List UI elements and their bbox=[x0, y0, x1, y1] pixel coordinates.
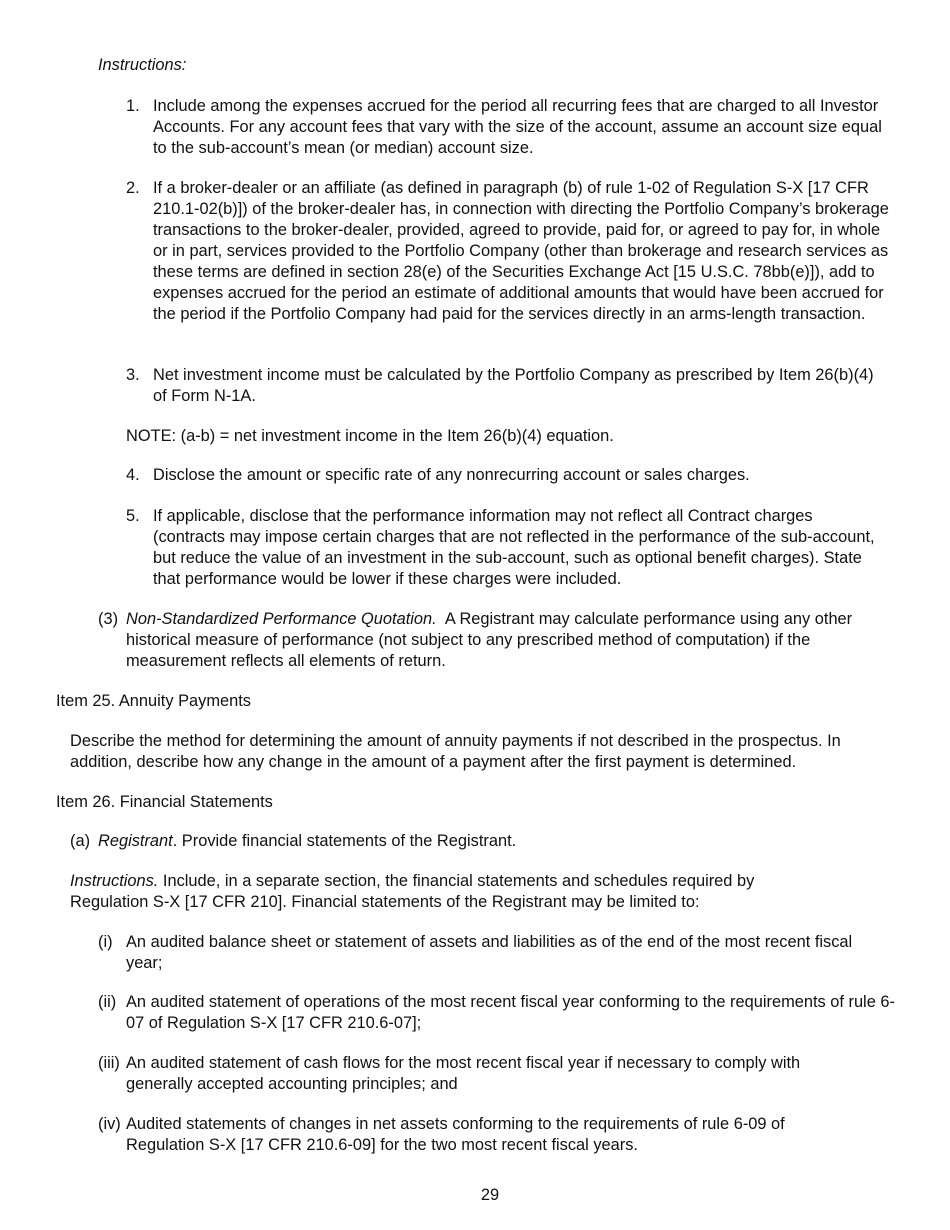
paragraph-number: (3) bbox=[98, 610, 119, 628]
paragraph-title: Non-Standardized Performance Quotation. bbox=[126, 610, 437, 628]
list-item-text: Net investment income must be calculated by the Portfolio Company as prescribed by Item 26(b)(4) of Form N-1A. bbox=[153, 366, 874, 405]
item-26-a-number: (a) bbox=[70, 832, 91, 850]
list-item-number: 5. bbox=[126, 507, 140, 525]
instructions-heading: Instructions: bbox=[98, 56, 187, 74]
item-26-instructions-title: Instructions. bbox=[70, 872, 159, 890]
item-26-instructions-text: Include, in a separate section, the financial statements and schedules required by Regulation S-X [17 CFR 210]. Financial statements of the Registrant may be limited to: bbox=[70, 872, 755, 911]
item-26-heading: Item 26. Financial Statements bbox=[56, 793, 273, 811]
sub-item-text: An audited statement of cash flows for the most recent fiscal year if necessary to comply with generally accepted accounting principles; and bbox=[126, 1054, 801, 1093]
page-number: 29 bbox=[480, 1186, 500, 1204]
sub-item-text: An audited balance sheet or statement of assets and liabilities as of the end of the most recent fiscal year; bbox=[126, 933, 853, 972]
item-26-a-title: Registrant bbox=[98, 832, 173, 850]
sub-item-text: An audited statement of operations of the most recent fiscal year conforming to the requirements of rule 6-07 of Regulation S-X [17 CFR 210.6-07]; bbox=[126, 993, 895, 1032]
paragraph-body bbox=[126, 609, 896, 672]
item-25-heading: Item 25. Annuity Payments bbox=[56, 692, 251, 710]
list-item-number: 3. bbox=[126, 366, 140, 384]
item-26-a-body bbox=[98, 831, 878, 852]
paragraph-text: A Registrant may calculate performance using any other historical measure of performance (not subject to any prescribed method of computation) if the measurement reflects all elements of return. bbox=[126, 610, 857, 670]
list-item-text: If applicable, disclose that the performance information may not reflect all Contract charges (contracts may impose certain charges that are not reflected in the performance of the sub-account, but reduce the value of an investment in the sub-account, such as optional benefit charges). State that performance would be lower if these charges were included. bbox=[153, 507, 875, 588]
item-26-a-text: . Provide financial statements of the Registrant. bbox=[172, 832, 517, 850]
sub-item-number: (iii) bbox=[98, 1054, 120, 1072]
list-item-text: If a broker-dealer or an affiliate (as defined in paragraph (b) of rule 1-02 of Regulation S-X [17 CFR 210.1-02(b)]) of the broker-dealer has, in connection with directing the Portfolio Company’s brokerage transactions to the broker-dealer, provided, agreed to provide, paid for, or agreed to pay for, in whole or in part, services provided to the Portfolio Company (other than brokerage and research services as these terms are defined in section 28(e) of the Securities Exchange Act [15 U.S.C. 78bb(e)]), add to expenses accrued for the period an estimate of additional amounts that would have been accrued for the period if the Portfolio Company had paid for the services directly in an arms-length transaction. bbox=[153, 179, 889, 323]
sub-item-number: (i) bbox=[98, 933, 113, 951]
note-text: NOTE: (a-b) = net investment income in the Item 26(b)(4) equation. bbox=[126, 427, 614, 445]
sub-item-number: (iv) bbox=[98, 1115, 121, 1133]
list-item-text: Include among the expenses accrued for the period all recurring fees that are charged to all Investor Accounts. For any account fees that vary with the size of the account, assume an account size equal to the sub-account’s mean (or median) account size. bbox=[153, 97, 882, 157]
sub-item-text: Audited statements of changes in net assets conforming to the requirements of rule 6-09 of Regulation S-X [17 CFR 210.6-09] for the two most recent fiscal years. bbox=[126, 1115, 785, 1154]
list-item-number: 2. bbox=[126, 179, 140, 197]
item-26-instructions bbox=[70, 871, 835, 913]
list-item-number: 1. bbox=[126, 97, 140, 115]
sub-item-number: (ii) bbox=[98, 993, 117, 1011]
list-item-text: Disclose the amount or specific rate of any nonrecurring account or sales charges. bbox=[153, 466, 750, 484]
item-25-text: Describe the method for determining the amount of annuity payments if not described in the prospectus. In addition, describe how any change in the amount of a payment after the first payment is determined. bbox=[70, 732, 841, 771]
list-item-number: 4. bbox=[126, 466, 140, 484]
